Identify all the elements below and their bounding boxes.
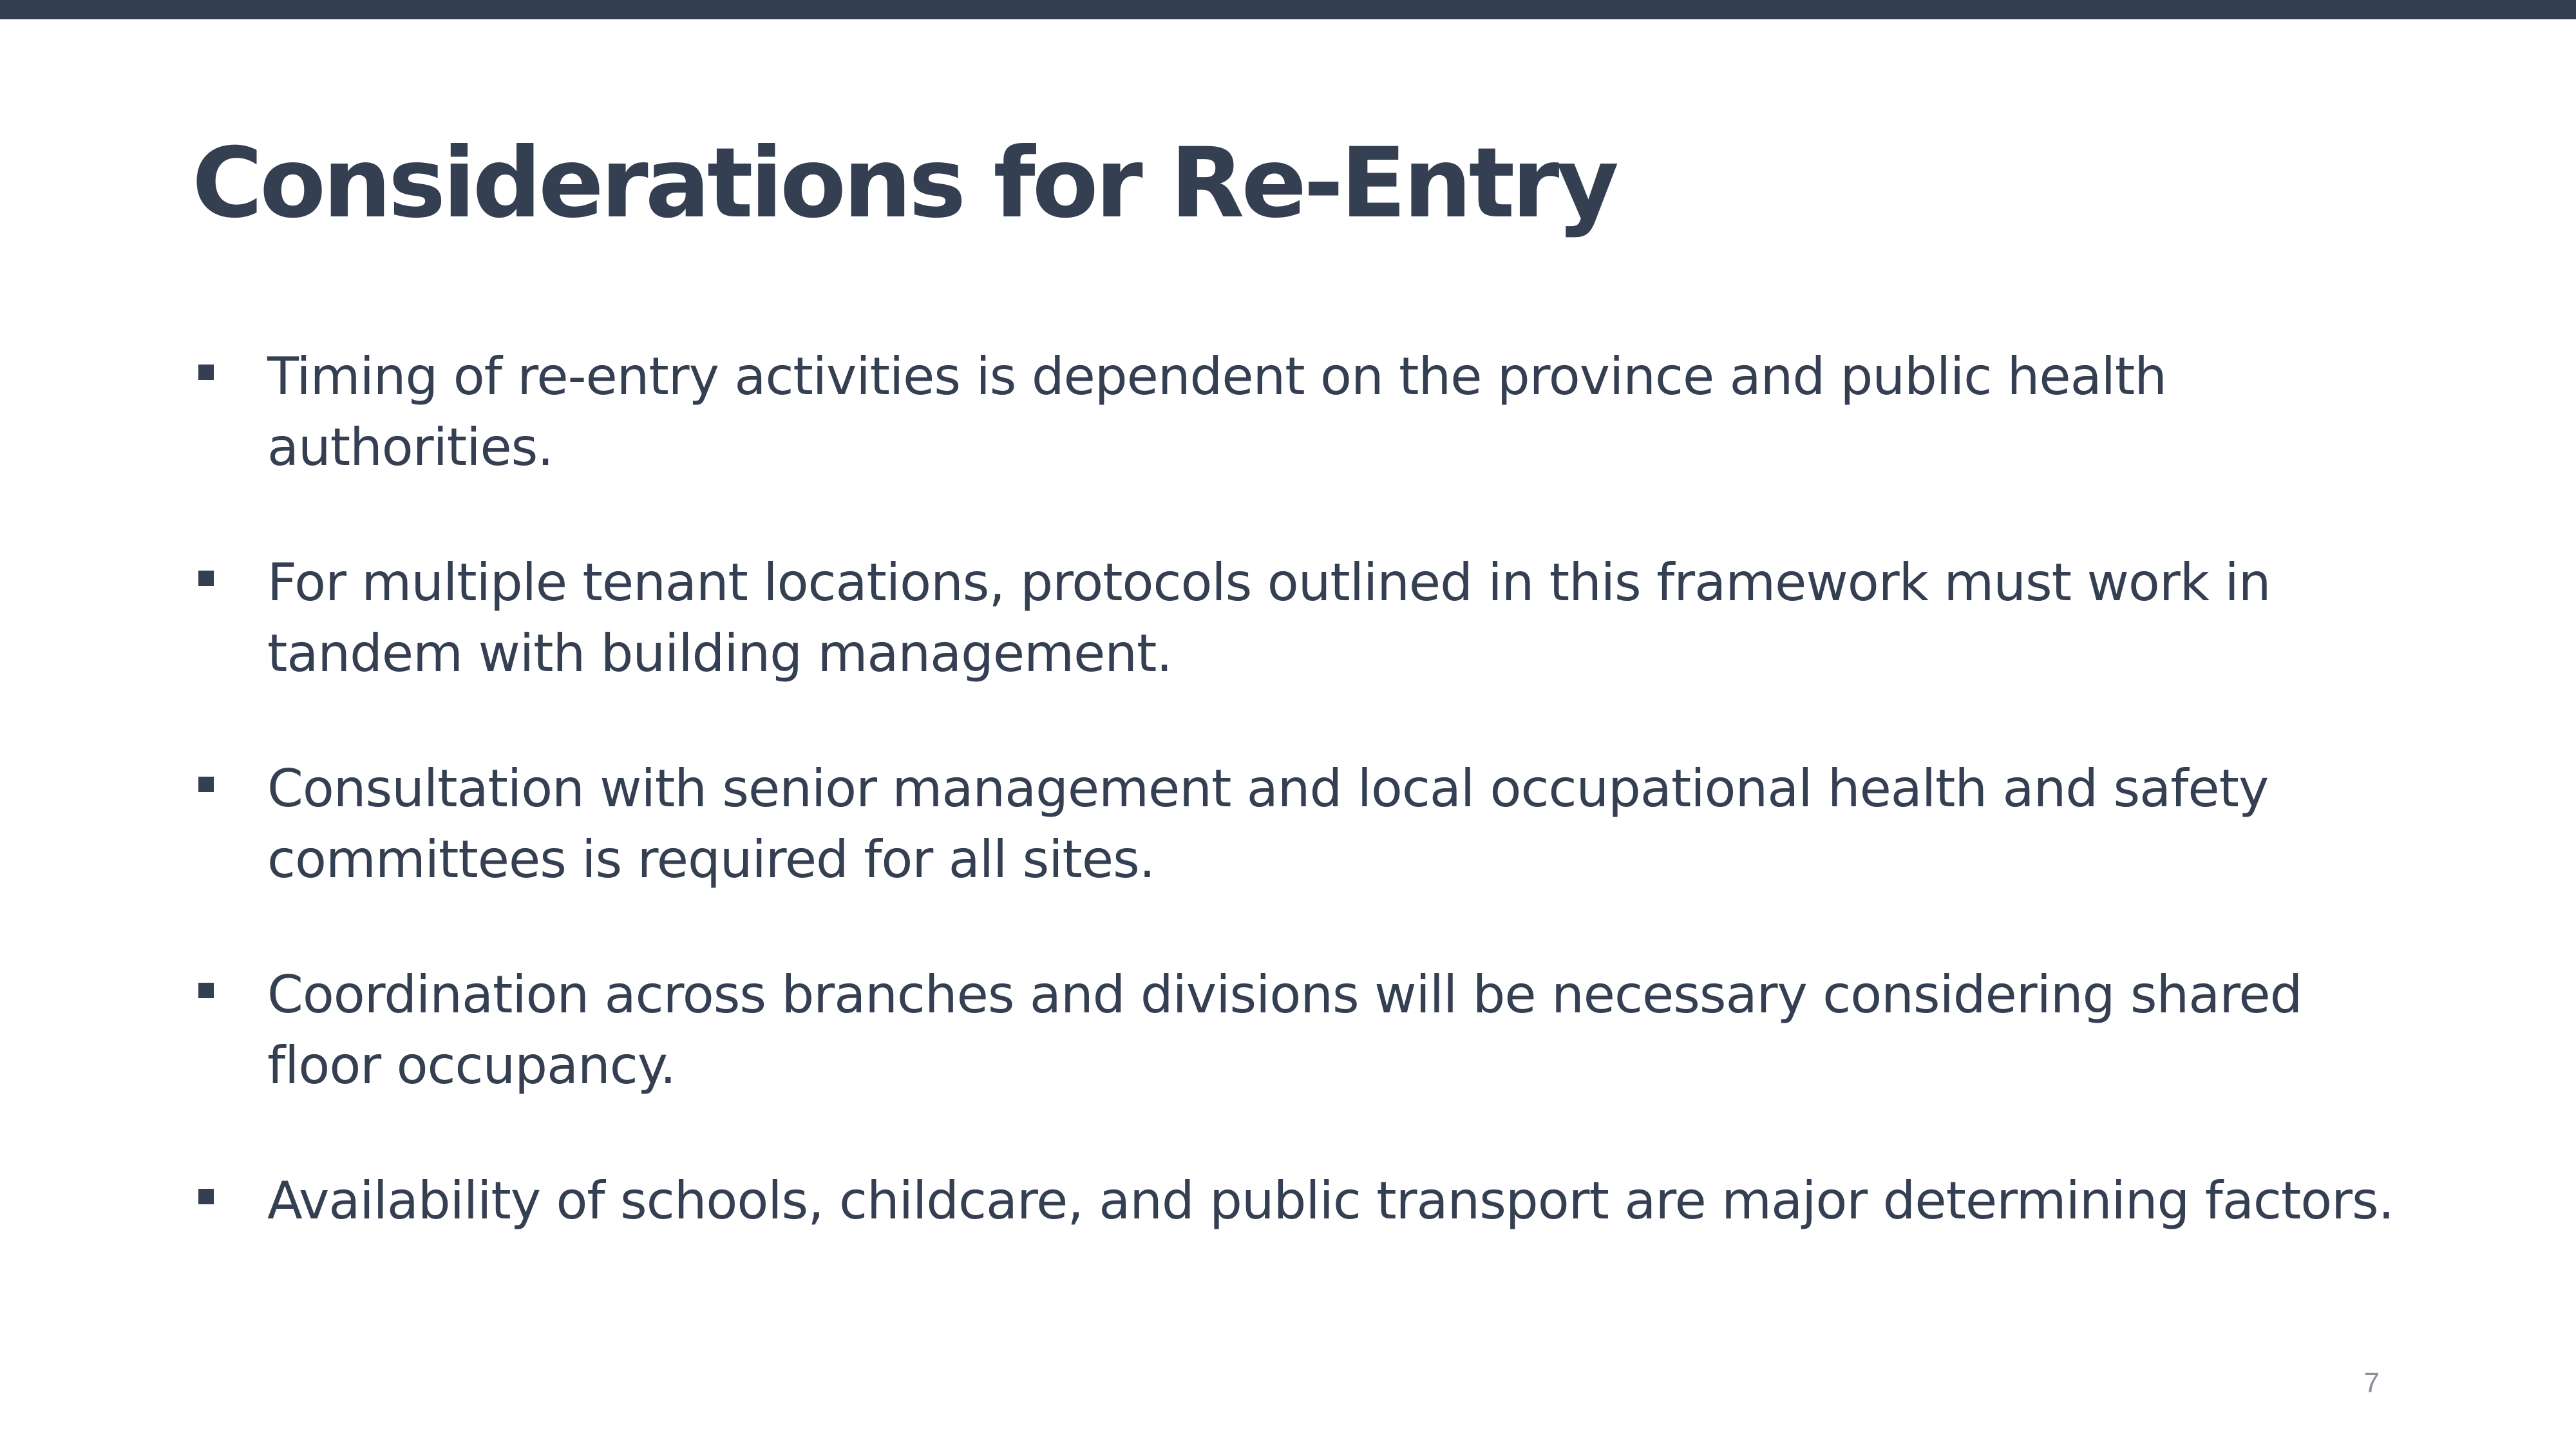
square-bullet-icon <box>198 1189 214 1204</box>
top-accent-bar <box>0 0 2576 19</box>
slide-title: Considerations for Re-Entry <box>192 128 1616 240</box>
square-bullet-icon <box>198 983 214 998</box>
bullet-item <box>192 1166 2394 1236</box>
bullet-item <box>192 547 2394 689</box>
bullet-item <box>192 960 2394 1101</box>
square-bullet-icon <box>198 571 214 586</box>
square-bullet-icon <box>198 777 214 792</box>
bullet-text: Coordination across branches and divisions will be necessary considering shared floor occupancy. <box>267 965 2302 1095</box>
page-number: 7 <box>2363 1367 2380 1399</box>
bullet-item <box>192 753 2394 895</box>
bullet-text: Consultation with senior management and local occupational health and safety committees is required for all sites. <box>267 759 2269 889</box>
square-bullet-icon <box>198 365 214 380</box>
bullet-item <box>192 341 2394 483</box>
bullet-text: For multiple tenant locations, protocols outlined in this framework must work in tandem with building management. <box>267 553 2271 683</box>
bullet-list <box>192 341 2394 1236</box>
bullet-text: Availability of schools, childcare, and public transport are major determining factors. <box>267 1171 2394 1231</box>
bullet-text: Timing of re-entry activities is dependent on the province and public health authorities. <box>267 346 2166 477</box>
